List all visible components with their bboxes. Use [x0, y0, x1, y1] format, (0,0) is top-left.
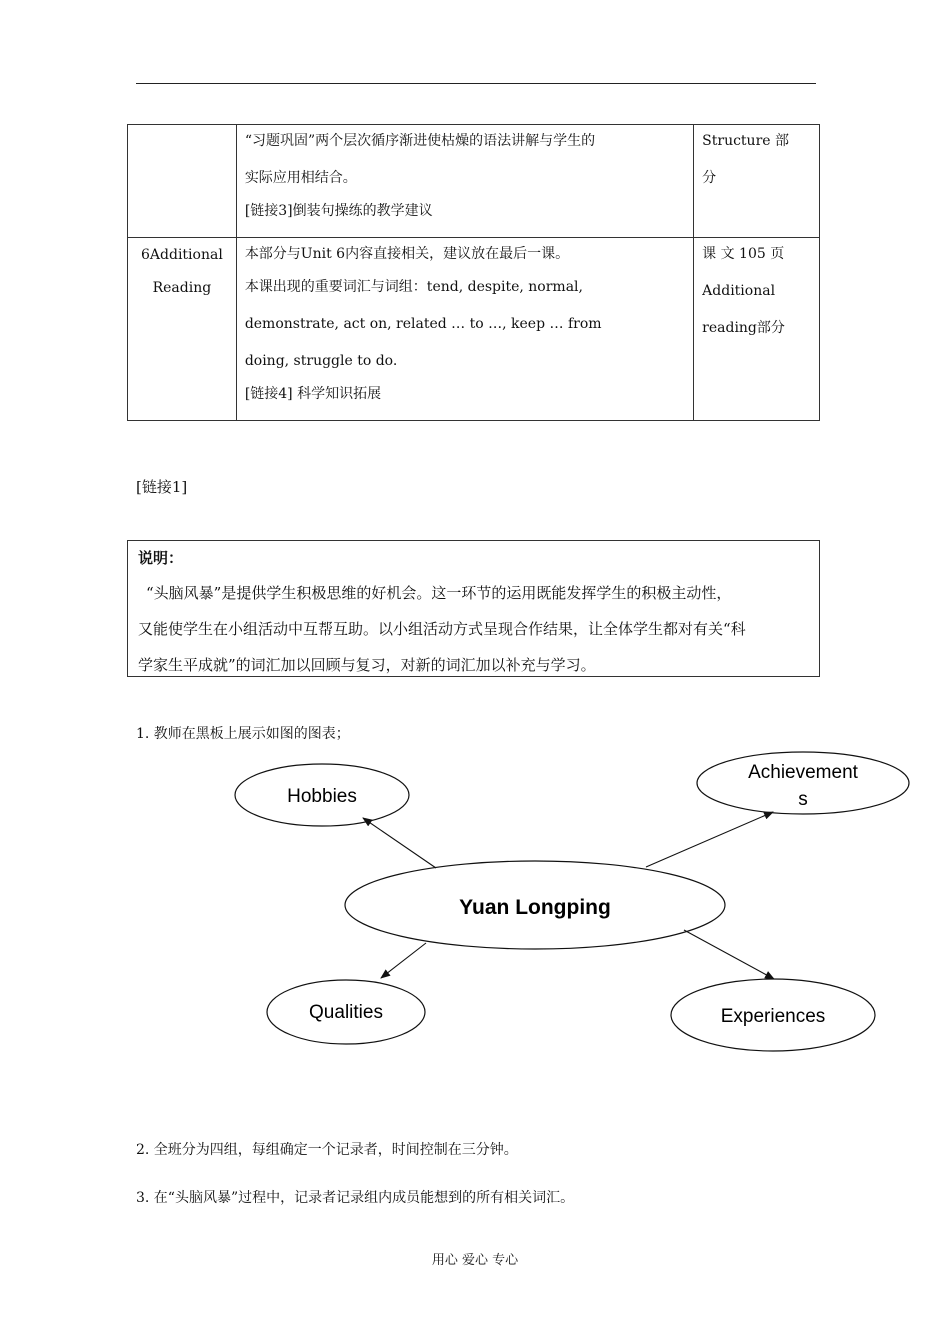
- table-text-line: 课 文 105 页: [702, 246, 785, 262]
- note-line: 又能使学生在小组活动中互帮互助。以小组活动方式呈现合作结果，让全体学生都对有关“科: [138, 620, 746, 638]
- table-text-line: “习题巩固”两个层次循序渐进使枯燥的语法讲解与学生的: [244, 133, 596, 149]
- step-2: 2. 全班分为四组，每组确定一个记录者，时间控制在三分钟。: [136, 1142, 518, 1158]
- table-text-line: doing, struggle to do.: [244, 353, 398, 369]
- table-cell-section: [128, 238, 237, 421]
- table-cell-reference: [694, 125, 820, 238]
- arrow-to-hobbies: [363, 818, 436, 868]
- table-text-line: 本部分与Unit 6内容直接相关，建议放在最后一课。: [244, 246, 570, 262]
- center-label: Yuan Longping: [459, 896, 611, 919]
- table-text-line: Structure 部: [702, 133, 789, 149]
- table-text-line: 6Additional: [141, 247, 223, 263]
- header-rule: [136, 83, 816, 84]
- achievements-label-wrap: s: [798, 789, 808, 810]
- table-text-line: 本课出现的重要词汇与词组：tend, despite, normal,: [244, 279, 583, 295]
- note-title: 说明：: [138, 549, 184, 567]
- arrow-to-qualities: [381, 943, 426, 978]
- step-3: 3. 在“头脑风暴”过程中，记录者记录组内成员能想到的所有相关词汇。: [136, 1190, 575, 1206]
- table-cell-content: [236, 125, 693, 238]
- table-cell-section: [128, 125, 237, 238]
- table-row: [128, 238, 820, 421]
- table-cell-reference: [694, 238, 820, 421]
- table-text-line: [链接3]倒装句操练的教学建议: [244, 203, 433, 219]
- table-text-line: [链接4] 科学知识拓展: [244, 386, 382, 402]
- step-1: 1. 教师在黑板上展示如图的图表；: [136, 726, 350, 742]
- note-line: 学家生平成就”的词汇加以回顾与复习，对新的词汇加以补充与学习。: [138, 656, 596, 674]
- table-text-line: demonstrate, act on, related … to …, keep … from: [244, 316, 602, 332]
- mind-map-diagram: [0, 740, 950, 1070]
- table-text-line: Additional: [702, 283, 776, 299]
- note-box: [127, 540, 820, 677]
- arrow-to-experiences: [684, 930, 774, 979]
- page-footer: 用心 爱心 专心: [431, 1253, 519, 1268]
- qualities-label: Qualities: [309, 1002, 383, 1023]
- table-text-line: 实际应用相结合。: [244, 170, 357, 186]
- hobbies-label: Hobbies: [287, 786, 357, 807]
- table-row: [128, 125, 820, 238]
- table-text-line: 分: [702, 170, 717, 186]
- arrow-to-achievements: [646, 812, 773, 867]
- note-line: “头脑风暴”是提供学生积极思维的好机会。这一环节的运用既能发挥学生的积极主动性，: [146, 584, 732, 602]
- table-text-line: Reading: [152, 280, 212, 296]
- table-text-line: reading部分: [702, 320, 785, 336]
- experiences-label: Experiences: [720, 1006, 826, 1027]
- lesson-plan-table: [127, 124, 820, 421]
- link-1-heading: [链接1]: [136, 478, 188, 496]
- table-cell-content: [236, 238, 693, 421]
- achievements-label: Achievement: [748, 762, 858, 783]
